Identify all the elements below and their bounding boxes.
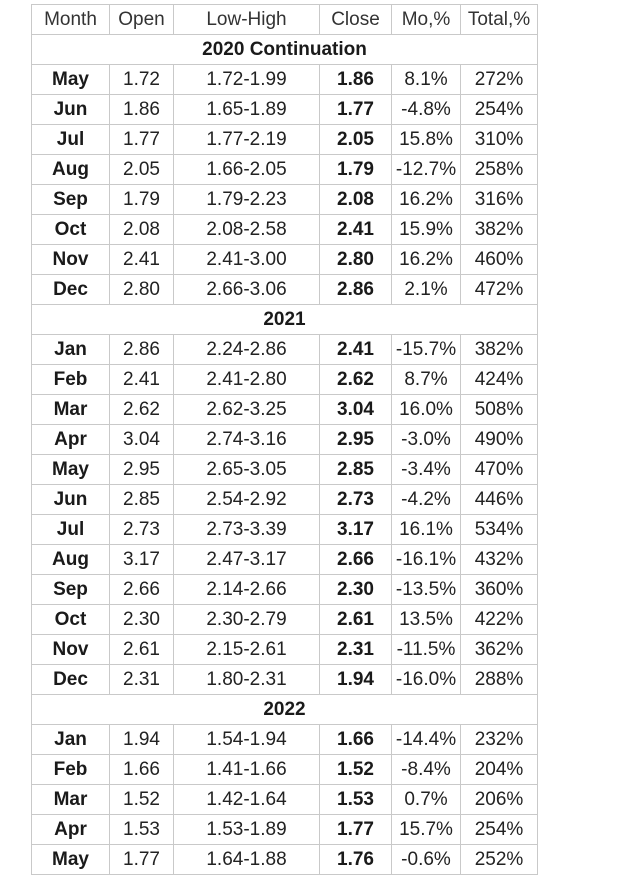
open-cell: 2.95 [110,455,174,485]
mo-pct-cell: 15.7% [392,815,461,845]
mo-pct-cell: -8.4% [392,755,461,785]
low-high-cell: 2.74-3.16 [174,425,320,455]
low-high-cell: 1.41-1.66 [174,755,320,785]
month-cell: Apr [32,425,110,455]
low-high-cell: 2.24-2.86 [174,335,320,365]
table-row [32,545,538,575]
open-cell: 2.85 [110,485,174,515]
month-cell: Sep [32,185,110,215]
total-pct-cell: 288% [461,665,538,695]
low-high-cell: 1.53-1.89 [174,815,320,845]
close-cell: 1.79 [320,155,392,185]
table-row [32,275,538,305]
mo-pct-cell: -0.6% [392,845,461,875]
month-cell: Jul [32,125,110,155]
table-row [32,725,538,755]
low-high-cell: 2.47-3.17 [174,545,320,575]
close-cell: 1.77 [320,95,392,125]
total-pct-cell: 470% [461,455,538,485]
low-high-cell: 1.64-1.88 [174,845,320,875]
open-cell: 2.80 [110,275,174,305]
forecast-table [31,4,538,875]
month-cell: Dec [32,275,110,305]
close-cell: 1.86 [320,65,392,95]
mo-pct-cell: 2.1% [392,275,461,305]
close-cell: 2.86 [320,275,392,305]
low-high-cell: 2.30-2.79 [174,605,320,635]
low-high-cell: 1.77-2.19 [174,125,320,155]
mo-pct-cell: 16.2% [392,245,461,275]
low-high-cell: 2.14-2.66 [174,575,320,605]
section-header-row [32,35,538,65]
total-pct-cell: 422% [461,605,538,635]
mo-pct-cell: 0.7% [392,785,461,815]
close-cell: 1.76 [320,845,392,875]
close-cell: 2.95 [320,425,392,455]
open-cell: 1.79 [110,185,174,215]
column-header-low-high: Low-High [174,5,320,35]
total-pct-cell: 382% [461,335,538,365]
total-pct-cell: 254% [461,95,538,125]
open-cell: 2.41 [110,245,174,275]
month-cell: Feb [32,755,110,785]
total-pct-cell: 360% [461,575,538,605]
close-cell: 2.80 [320,245,392,275]
table-row [32,515,538,545]
open-cell: 1.72 [110,65,174,95]
close-cell: 1.94 [320,665,392,695]
section-title: 2020 Continuation [32,35,538,65]
month-cell: Nov [32,635,110,665]
mo-pct-cell: 15.9% [392,215,461,245]
close-cell: 2.85 [320,455,392,485]
mo-pct-cell: -16.0% [392,665,461,695]
low-high-cell: 1.80-2.31 [174,665,320,695]
mo-pct-cell: 13.5% [392,605,461,635]
open-cell: 2.05 [110,155,174,185]
total-pct-cell: 252% [461,845,538,875]
month-cell: Aug [32,155,110,185]
table-row [32,845,538,875]
total-pct-cell: 272% [461,65,538,95]
mo-pct-cell: -13.5% [392,575,461,605]
close-cell: 1.66 [320,725,392,755]
mo-pct-cell: -4.2% [392,485,461,515]
low-high-cell: 1.42-1.64 [174,785,320,815]
table-row [32,755,538,785]
close-cell: 3.17 [320,515,392,545]
low-high-cell: 2.73-3.39 [174,515,320,545]
open-cell: 1.94 [110,725,174,755]
table-row [32,605,538,635]
open-cell: 2.86 [110,335,174,365]
table-row [32,665,538,695]
total-pct-cell: 472% [461,275,538,305]
table-row [32,785,538,815]
mo-pct-cell: -3.0% [392,425,461,455]
table-row [32,185,538,215]
open-cell: 1.52 [110,785,174,815]
section-header-row [32,305,538,335]
table-row [32,335,538,365]
column-header-close: Close [320,5,392,35]
close-cell: 1.52 [320,755,392,785]
table-row [32,815,538,845]
month-cell: Feb [32,365,110,395]
open-cell: 1.53 [110,815,174,845]
table-row [32,365,538,395]
total-pct-cell: 534% [461,515,538,545]
mo-pct-cell: 8.7% [392,365,461,395]
open-cell: 2.66 [110,575,174,605]
mo-pct-cell: -14.4% [392,725,461,755]
month-cell: Nov [32,245,110,275]
mo-pct-cell: -3.4% [392,455,461,485]
month-cell: Dec [32,665,110,695]
table-row [32,485,538,515]
mo-pct-cell: 16.2% [392,185,461,215]
close-cell: 3.04 [320,395,392,425]
close-cell: 2.41 [320,215,392,245]
close-cell: 2.05 [320,125,392,155]
header-row [32,5,538,35]
total-pct-cell: 206% [461,785,538,815]
low-high-cell: 1.66-2.05 [174,155,320,185]
mo-pct-cell: -4.8% [392,95,461,125]
total-pct-cell: 362% [461,635,538,665]
close-cell: 2.73 [320,485,392,515]
column-header-total-pct: Total,% [461,5,538,35]
low-high-cell: 2.41-3.00 [174,245,320,275]
table-row [32,635,538,665]
mo-pct-cell: 8.1% [392,65,461,95]
open-cell: 2.30 [110,605,174,635]
mo-pct-cell: 16.0% [392,395,461,425]
column-header-mo-pct: Mo,% [392,5,461,35]
open-cell: 2.31 [110,665,174,695]
close-cell: 1.77 [320,815,392,845]
open-cell: 2.08 [110,215,174,245]
column-header-open: Open [110,5,174,35]
total-pct-cell: 204% [461,755,538,785]
low-high-cell: 2.62-3.25 [174,395,320,425]
total-pct-cell: 316% [461,185,538,215]
table-body [32,35,538,875]
low-high-cell: 2.54-2.92 [174,485,320,515]
month-cell: Oct [32,605,110,635]
low-high-cell: 1.79-2.23 [174,185,320,215]
low-high-cell: 1.72-1.99 [174,65,320,95]
table-row [32,215,538,245]
table-row [32,575,538,605]
total-pct-cell: 310% [461,125,538,155]
mo-pct-cell: -16.1% [392,545,461,575]
open-cell: 2.73 [110,515,174,545]
month-cell: Mar [32,395,110,425]
month-cell: Sep [32,575,110,605]
mo-pct-cell: -15.7% [392,335,461,365]
open-cell: 2.61 [110,635,174,665]
column-header-month: Month [32,5,110,35]
low-high-cell: 2.65-3.05 [174,455,320,485]
low-high-cell: 2.41-2.80 [174,365,320,395]
total-pct-cell: 508% [461,395,538,425]
close-cell: 2.66 [320,545,392,575]
table-row [32,155,538,185]
month-cell: May [32,455,110,485]
mo-pct-cell: 15.8% [392,125,461,155]
mo-pct-cell: 16.1% [392,515,461,545]
close-cell: 2.30 [320,575,392,605]
total-pct-cell: 254% [461,815,538,845]
low-high-cell: 2.66-3.06 [174,275,320,305]
total-pct-cell: 382% [461,215,538,245]
section-title: 2022 [32,695,538,725]
total-pct-cell: 232% [461,725,538,755]
month-cell: Oct [32,215,110,245]
close-cell: 2.41 [320,335,392,365]
month-cell: Jan [32,335,110,365]
open-cell: 2.41 [110,365,174,395]
month-cell: Aug [32,545,110,575]
open-cell: 3.17 [110,545,174,575]
month-cell: Jan [32,725,110,755]
table-row [32,395,538,425]
table-row [32,425,538,455]
total-pct-cell: 432% [461,545,538,575]
table-header [32,5,538,35]
section-title: 2021 [32,305,538,335]
month-cell: Jun [32,485,110,515]
table-row [32,455,538,485]
total-pct-cell: 446% [461,485,538,515]
low-high-cell: 1.54-1.94 [174,725,320,755]
low-high-cell: 2.15-2.61 [174,635,320,665]
close-cell: 2.61 [320,605,392,635]
month-cell: Apr [32,815,110,845]
open-cell: 1.77 [110,125,174,155]
total-pct-cell: 424% [461,365,538,395]
table-row [32,245,538,275]
month-cell: Jul [32,515,110,545]
total-pct-cell: 490% [461,425,538,455]
open-cell: 1.86 [110,95,174,125]
close-cell: 2.31 [320,635,392,665]
open-cell: 1.77 [110,845,174,875]
month-cell: May [32,845,110,875]
close-cell: 2.62 [320,365,392,395]
section-header-row [32,695,538,725]
month-cell: Jun [32,95,110,125]
month-cell: Mar [32,785,110,815]
close-cell: 2.08 [320,185,392,215]
close-cell: 1.53 [320,785,392,815]
mo-pct-cell: -11.5% [392,635,461,665]
total-pct-cell: 460% [461,245,538,275]
mo-pct-cell: -12.7% [392,155,461,185]
low-high-cell: 1.65-1.89 [174,95,320,125]
total-pct-cell: 258% [461,155,538,185]
low-high-cell: 2.08-2.58 [174,215,320,245]
table-row [32,125,538,155]
open-cell: 1.66 [110,755,174,785]
open-cell: 2.62 [110,395,174,425]
open-cell: 3.04 [110,425,174,455]
table-row [32,65,538,95]
table-row [32,95,538,125]
month-cell: May [32,65,110,95]
